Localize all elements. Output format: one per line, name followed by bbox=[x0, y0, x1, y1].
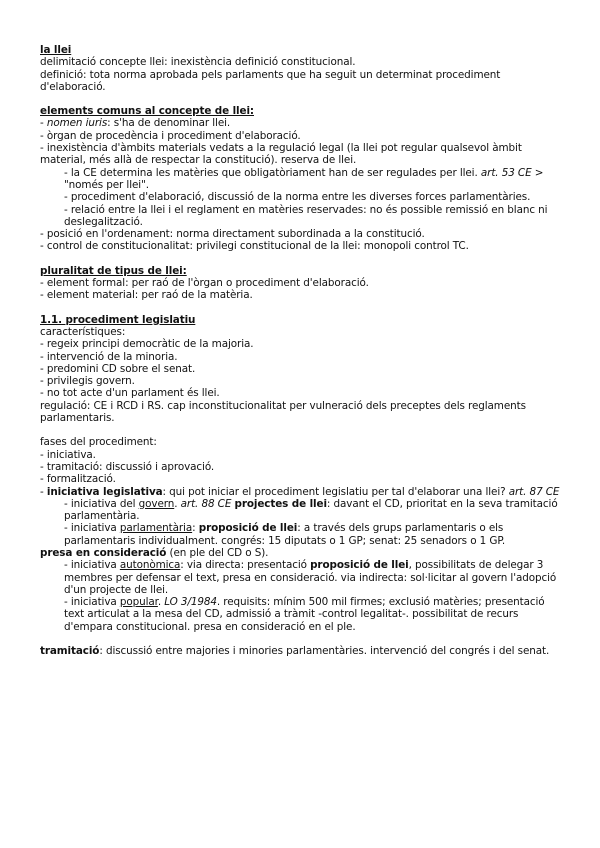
paragraph-iniciativa-parlamentaria: - iniciativa parlamentària: proposició de llei: a través dels grups parlamentaris o els parlamentaris individualment. congrés: 15 diputats o 1 GP; senat: 25 senadors o 1 GP. bbox=[64, 522, 506, 547]
nomen-iuris-term: nomen iuris bbox=[46, 117, 108, 130]
spacer bbox=[40, 633, 562, 645]
parlamentaria-prefix: - iniciativa bbox=[64, 522, 120, 535]
reserva-quote: > "només per llei". bbox=[64, 166, 544, 191]
autonomica-text-a: : via directa: presentació bbox=[180, 559, 311, 572]
popular-law-ref: LO 3/1984 bbox=[164, 596, 217, 609]
list-item-acte-parlament: - no tot acte d'un parlament és llei. bbox=[40, 387, 220, 400]
spacer bbox=[40, 253, 562, 265]
reserva-text: - la CE determina les matèries que obligatòriament han de ser regulades per llei. bbox=[64, 166, 478, 179]
projectes-de-llei-term: projectes de llei bbox=[234, 497, 327, 510]
iniciativa-legislativa-text: : qui pot iniciar el procediment legislatiu per tal d'elaborar una llei? bbox=[162, 485, 506, 498]
popular-term: popular bbox=[119, 596, 158, 609]
list-item-procediment: - procediment d'elaboració, discussió de la norma entre les diverses forces parlamentàries. bbox=[64, 191, 531, 204]
govern-term: govern bbox=[138, 497, 175, 510]
list-item-inexistencia: - inexistència d'àmbits materials vedats a la regulació legal (la llei pot regular qualsevol àmbit material, més allà de respectar la constitució). reserva de llei. bbox=[40, 142, 522, 167]
paragraph-iniciativa-popular: - iniciativa popular. LO 3/1984. requisits: mínim 500 mil firmes; exclusió matèries; presentació text articulat a la mesa del CD, admissió a tràmit -control legalitat-. possibilitat de recurs d'empara constitucional. presa en consideració en el ple. bbox=[64, 596, 545, 633]
tramitacio-term: tramitació bbox=[40, 645, 100, 658]
govern-prefix: - iniciativa del bbox=[64, 497, 139, 510]
parlamentaria-text: : a través dels grups parlamentaris o els parlamentaris individualment. congrés: 15 diputats o 1 GP; senat: 25 senadors o 1 GP. bbox=[64, 522, 506, 547]
fases-heading: fases del procediment: bbox=[40, 436, 157, 449]
paragraph-iniciativa-autonomica bbox=[40, 559, 562, 596]
list-item-minoria: - intervenció de la minoria. bbox=[40, 350, 178, 363]
list-item-tramitacio: - tramitació: discussió i aprovació. bbox=[40, 460, 215, 473]
popular-text: . requisits: mínim 500 mil firmes; exclusió matèries; presentació text articulat a la mesa del CD, admissió a tràmit -control legalitat-. possibilitat de recurs d'empara constitucional. presa en consideració en el ple. bbox=[64, 596, 545, 633]
presa-consideracio-text: (en ple del CD o S). bbox=[166, 546, 269, 559]
list-item-reserva bbox=[40, 167, 562, 192]
autonomica-term: autonòmica bbox=[119, 559, 181, 572]
autonomica-text-b: , possibilitats de delegar 3 membres per defensar el text, presa en consideració. via indirecta: sol·licitar al govern l'adopció d'un projecte de llei. bbox=[64, 559, 557, 596]
govern-article-ref: art. 88 CE bbox=[180, 497, 232, 510]
caracteristiques-heading: característiques: bbox=[40, 325, 126, 338]
list-item-predomini-cd: - predomini CD sobre el senat. bbox=[40, 362, 196, 375]
list-item-control: - control de constitucionalitat: privilegi constitucional de la llei: monopoli control TC. bbox=[40, 240, 469, 253]
spacer bbox=[40, 302, 562, 314]
iniciativa-article-ref: art. 87 CE bbox=[508, 485, 560, 498]
spacer bbox=[40, 424, 562, 436]
list-item-posicio: - posició en l'ordenament: norma directament subordinada a la constitució. bbox=[40, 228, 425, 241]
paragraph-presa-consideracio bbox=[40, 547, 562, 559]
list-item-principi-democratic: - regeix principi democràtic de la majoria. bbox=[40, 338, 254, 351]
paragraph-definicio: definició: tota norma aprobada pels parlaments que ha seguit un determinat procediment d'elaboració. bbox=[40, 68, 501, 93]
list-item-relacio: - relació entre la llei i el reglament en matèries reservades: no és possible remissió en blanc ni deslegalització. bbox=[64, 203, 548, 228]
list-item-nomen-iuris: - nomen iuris: s'ha de denominar llei. bbox=[40, 117, 231, 130]
list-item-organ: - òrgan de procedència i procediment d'elaboració. bbox=[40, 129, 301, 142]
section-title-procediment-legislatiu: 1.1. procediment legislatiu bbox=[40, 313, 196, 326]
section-title-elements-comuns: elements comuns al concepte de llei: bbox=[40, 105, 254, 118]
parlamentaria-term: parlamentària bbox=[119, 522, 193, 535]
list-item-element-material: - element material: per raó de la matèria. bbox=[40, 289, 253, 302]
paragraph-iniciativa-legislativa: - iniciativa legislativa: qui pot iniciar el procediment legislatiu per tal d'elaborar una llei? art. 87 CE bbox=[40, 485, 560, 498]
tramitacio-text: : discussió entre majories i minories parlamentàries. intervenció del congrés i del senat. bbox=[99, 645, 550, 658]
list-item-element-formal: - element formal: per raó de l'òrgan o procediment d'elaboració. bbox=[40, 277, 369, 290]
reserva-article-ref: art. 53 CE bbox=[480, 166, 532, 179]
paragraph-tramitacio bbox=[40, 645, 562, 657]
list-item-iniciativa: - iniciativa. bbox=[40, 448, 96, 461]
proposicio-de-llei-term: proposició de llei bbox=[198, 522, 298, 535]
iniciativa-legislativa-term: iniciativa legislativa bbox=[46, 485, 163, 498]
spacer bbox=[40, 93, 562, 105]
govern-text: : davant el CD, prioritat en la seva tramitació parlamentària. bbox=[64, 497, 558, 523]
section-title-pluralitat: pluralitat de tipus de llei: bbox=[40, 264, 187, 277]
section-title-la-llei: la llei bbox=[40, 44, 72, 56]
popular-prefix: - iniciativa bbox=[64, 596, 120, 609]
list-item-privilegis-govern: - privilegis govern. bbox=[40, 375, 135, 388]
paragraph-iniciativa-govern: - iniciativa del govern. art. 88 CE projectes de llei: davant el CD, prioritat en la seva tramitació parlamentària. bbox=[64, 497, 558, 523]
autonomica-prefix: - iniciativa bbox=[64, 559, 120, 572]
document-page bbox=[40, 44, 562, 657]
paragraph-regulacio: regulació: CE i RCD i RS. cap inconstitucionalitat per vulneració dels preceptes dels reglaments parlamentaris. bbox=[40, 399, 526, 425]
list-item-formalitzacio: - formalització. bbox=[40, 473, 116, 486]
paragraph-delimitacio: delimitació concepte llei: inexistència definició constitucional. bbox=[40, 56, 356, 69]
presa-consideracio-term: presa en consideració bbox=[40, 546, 167, 559]
nomen-iuris-text: : s'ha de denominar llei. bbox=[107, 117, 231, 130]
autonomica-proposicio-term: proposició de llei bbox=[310, 559, 409, 572]
